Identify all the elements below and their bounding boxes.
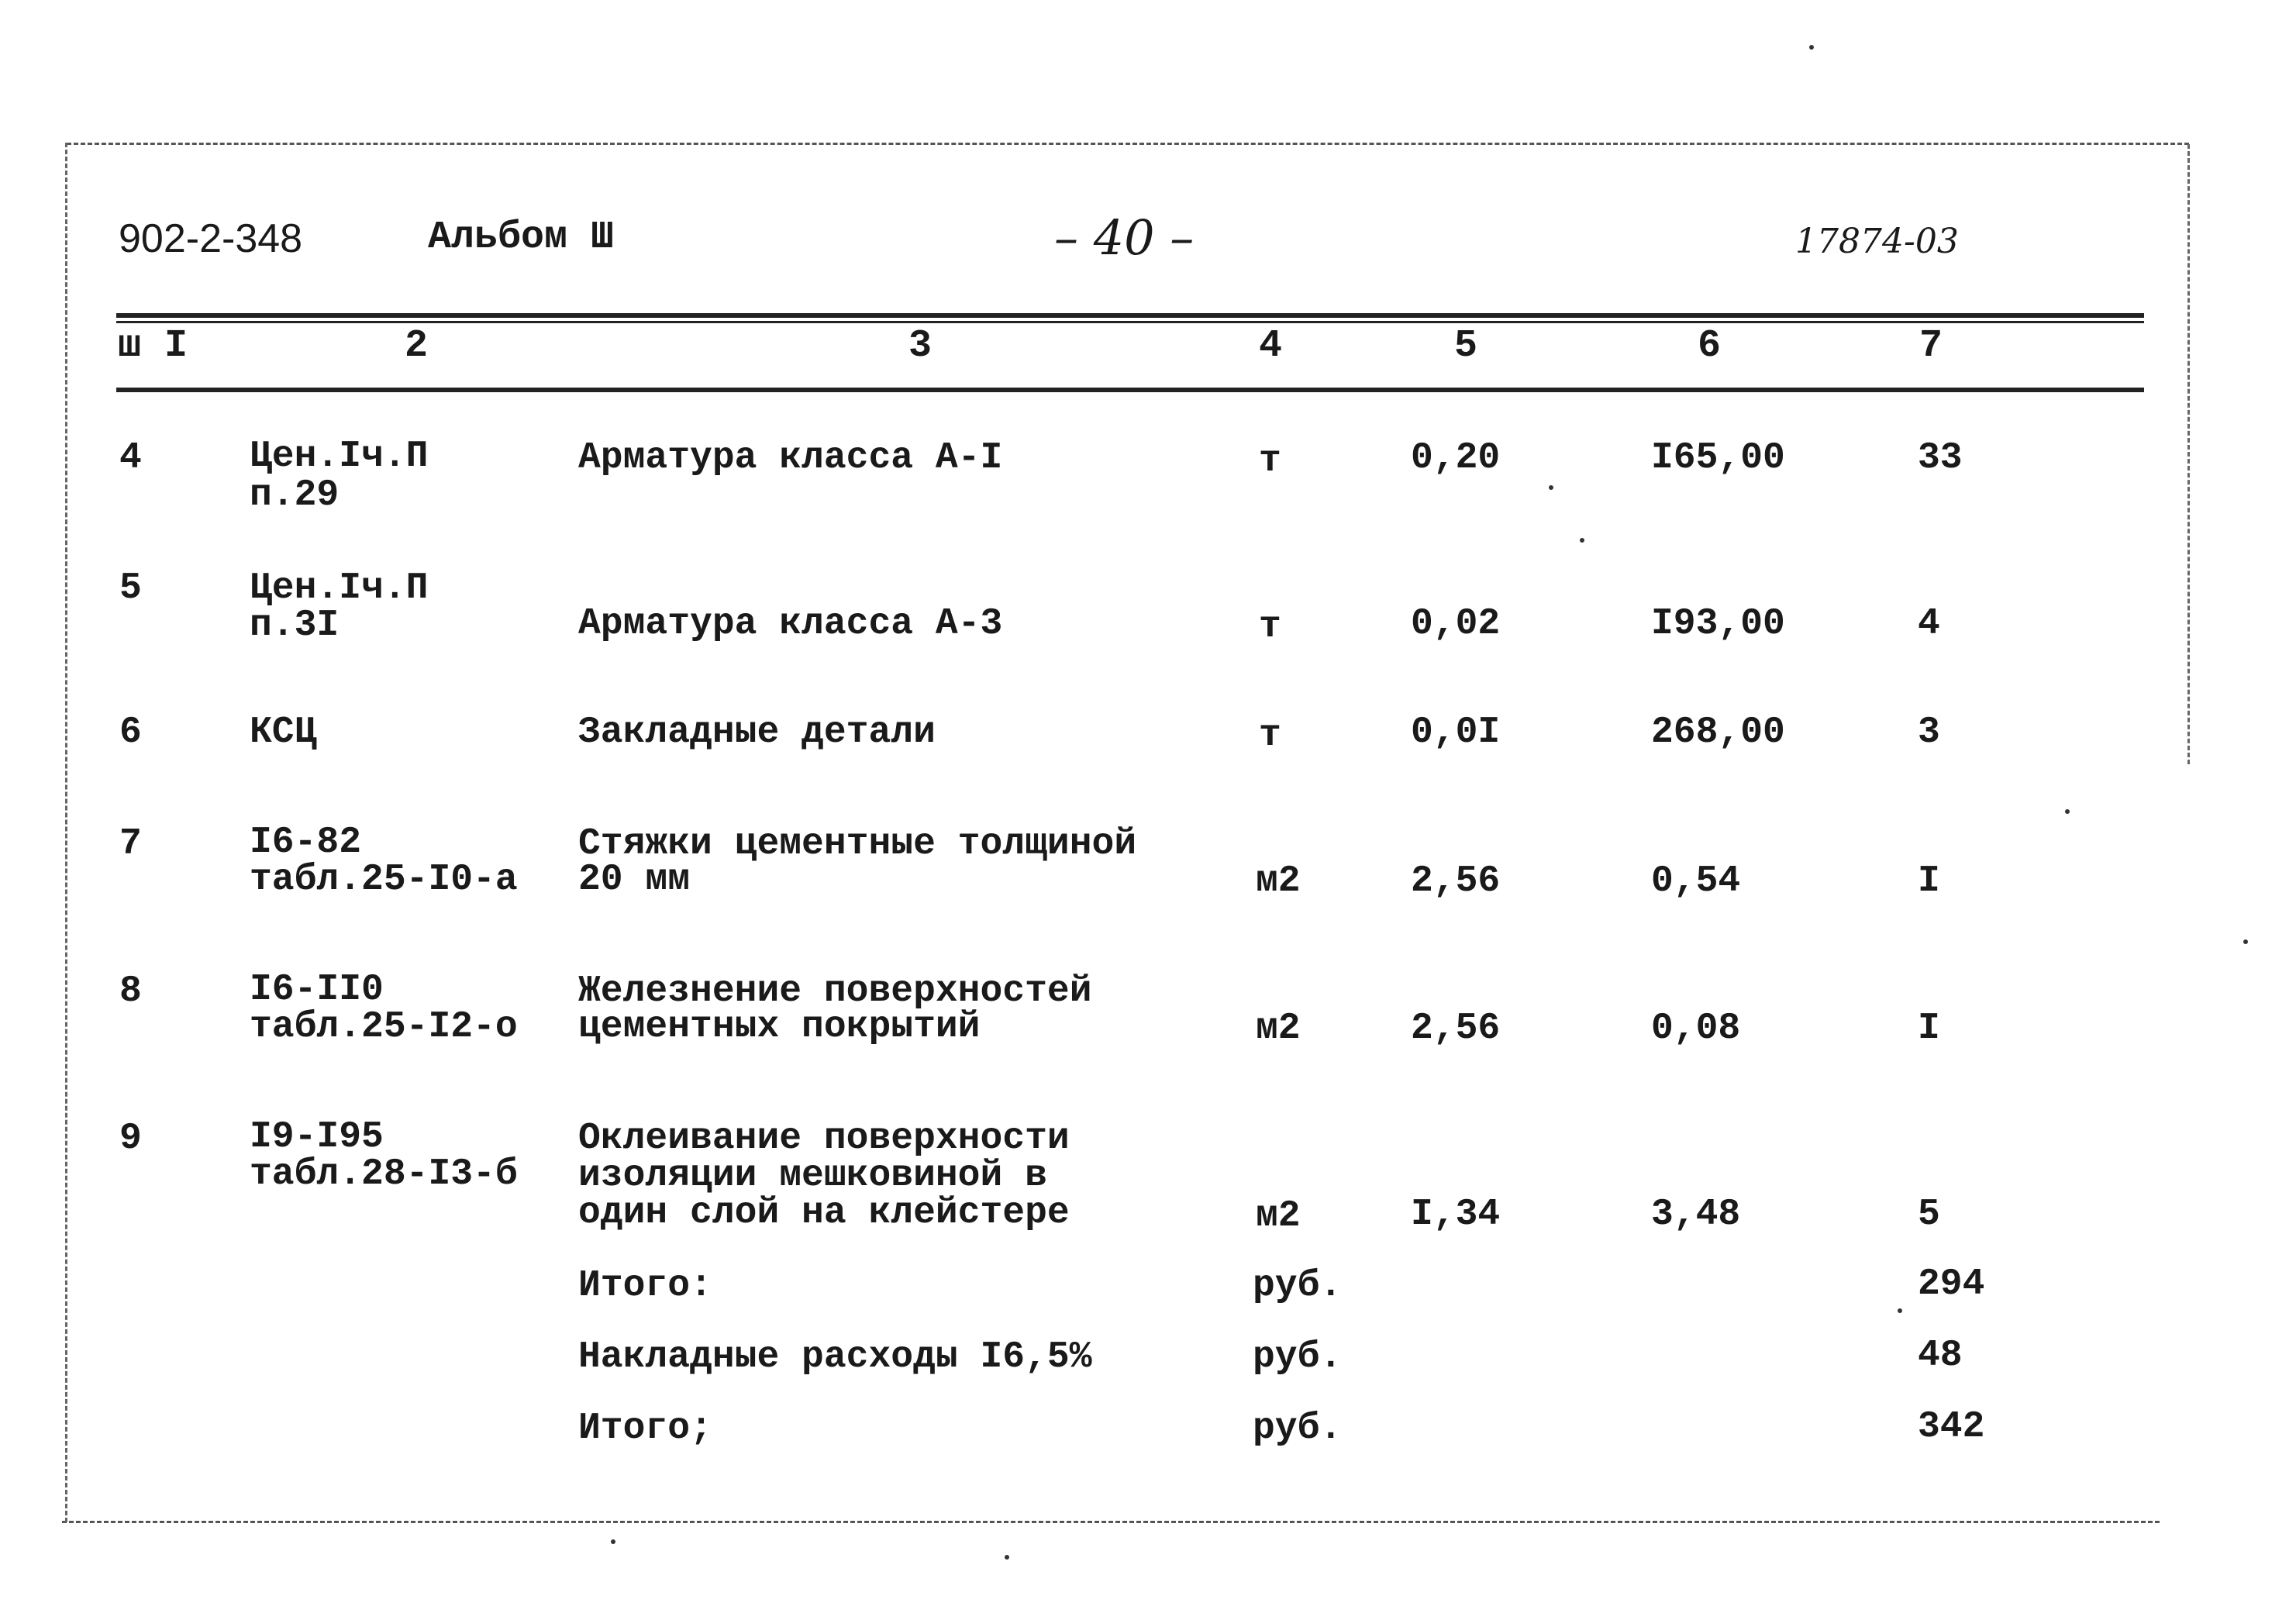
row-unit-price: 3,48 [1651, 1194, 1741, 1236]
row-description-line: 20 мм [578, 859, 691, 901]
row-quantity: 2,56 [1411, 860, 1501, 902]
row-description-line: Арматура класса А-3 [578, 603, 1003, 645]
scan-speck [1005, 1555, 1009, 1560]
scan-speck [1549, 485, 1553, 490]
table-top-rule-inner [116, 321, 2144, 323]
frame-right-border [2187, 144, 2190, 764]
scan-speck [1580, 538, 1584, 543]
column-header-5: 5 [1454, 324, 1478, 368]
row-number: 4 [119, 437, 142, 479]
scan-speck [1809, 45, 1814, 50]
row-description-line: Стяжки цементные толщиной [578, 823, 1137, 865]
row-description-line: Арматура класса А-I [578, 437, 1003, 479]
row-quantity: 2,56 [1411, 1008, 1501, 1050]
page-number: – 40 – [1054, 209, 1195, 266]
row-description-line: Закладные детали [578, 712, 936, 753]
row-reference-line: п.3I [250, 605, 340, 646]
row-reference-line: Цен.Iч.П [250, 436, 429, 477]
row-reference-line: табл.25-I2-о [250, 1006, 518, 1048]
row-description-line: цементных покрытий [578, 1006, 981, 1048]
album-label: Альбом Ш [428, 215, 615, 260]
row-description-line: Железнение поверхностей [578, 970, 1092, 1012]
row-unit-price: I93,00 [1651, 603, 1785, 645]
summary-unit: руб. [1253, 1408, 1343, 1449]
row-number: 7 [119, 823, 142, 865]
row-unit-price: I65,00 [1651, 437, 1785, 479]
summary-total: 294 [1918, 1263, 1985, 1305]
row-description-line: Оклеивание поверхности [578, 1118, 1070, 1160]
row-reference-line: I9-I95 [250, 1116, 384, 1158]
column-header-3: 3 [908, 324, 933, 368]
row-quantity: 0,0I [1411, 712, 1501, 753]
row-total: 5 [1918, 1194, 1940, 1236]
row-reference-line: I6-82 [250, 822, 362, 863]
row-reference-line: КСЦ [250, 712, 317, 753]
column-header-7: 7 [1919, 324, 1943, 368]
row-total: I [1918, 860, 1940, 902]
summary-unit: руб. [1253, 1336, 1343, 1378]
row-total: 3 [1918, 712, 1940, 753]
row-reference-line: I6-II0 [250, 969, 384, 1011]
scan-speck [2065, 809, 2070, 814]
row-total: 33 [1918, 437, 1963, 479]
row-number: 6 [119, 712, 142, 753]
summary-unit: руб. [1253, 1265, 1343, 1307]
row-number: 9 [119, 1118, 142, 1160]
row-total: I [1918, 1008, 1940, 1050]
row-unit: м2 [1256, 1195, 1301, 1237]
row-unit-price: 0,08 [1651, 1008, 1741, 1050]
row-quantity: 0,20 [1411, 437, 1501, 479]
scan-speck [2243, 939, 2248, 944]
row-total: 4 [1918, 603, 1940, 645]
row-description-line: изоляции мешковиной в [578, 1155, 1047, 1197]
document-code: 902-2-348 [119, 216, 303, 261]
summary-total: 342 [1918, 1406, 1985, 1448]
column-header-2: 2 [405, 324, 429, 368]
row-reference-line: Цен.Iч.П [250, 567, 429, 609]
row-unit: т [1259, 715, 1281, 757]
scan-speck [611, 1539, 615, 1544]
row-reference-line: табл.25-I0-а [250, 859, 518, 901]
row-unit: т [1259, 606, 1281, 648]
frame-bottom-border [62, 1521, 2160, 1523]
column-header-1: ш I [118, 324, 188, 368]
scan-speck [1898, 1308, 1902, 1313]
archive-stamp: 17874-03 [1795, 222, 1959, 261]
frame-top-border [67, 143, 2189, 145]
row-unit: м2 [1256, 860, 1301, 902]
row-unit: т [1259, 440, 1281, 482]
row-number: 8 [119, 970, 142, 1012]
table-top-rule [116, 313, 2144, 318]
summary-total: 48 [1918, 1335, 1963, 1377]
row-quantity: I,34 [1411, 1194, 1501, 1236]
summary-label: Итого; [578, 1408, 712, 1449]
row-reference-line: табл.28-I3-б [250, 1153, 518, 1195]
row-number: 5 [119, 567, 142, 609]
table-header-rule [116, 388, 2144, 392]
row-unit: м2 [1256, 1008, 1301, 1050]
column-header-6: 6 [1698, 324, 1722, 368]
column-header-4: 4 [1259, 324, 1283, 368]
frame-left-border [65, 143, 67, 1522]
row-reference-line: п.29 [250, 474, 340, 516]
row-unit-price: 0,54 [1651, 860, 1741, 902]
row-unit-price: 268,00 [1651, 712, 1785, 753]
row-description-line: один слой на клейстере [578, 1192, 1070, 1234]
row-quantity: 0,02 [1411, 603, 1501, 645]
summary-label: Итого: [578, 1265, 712, 1307]
summary-label: Накладные расходы I6,5% [578, 1336, 1092, 1378]
